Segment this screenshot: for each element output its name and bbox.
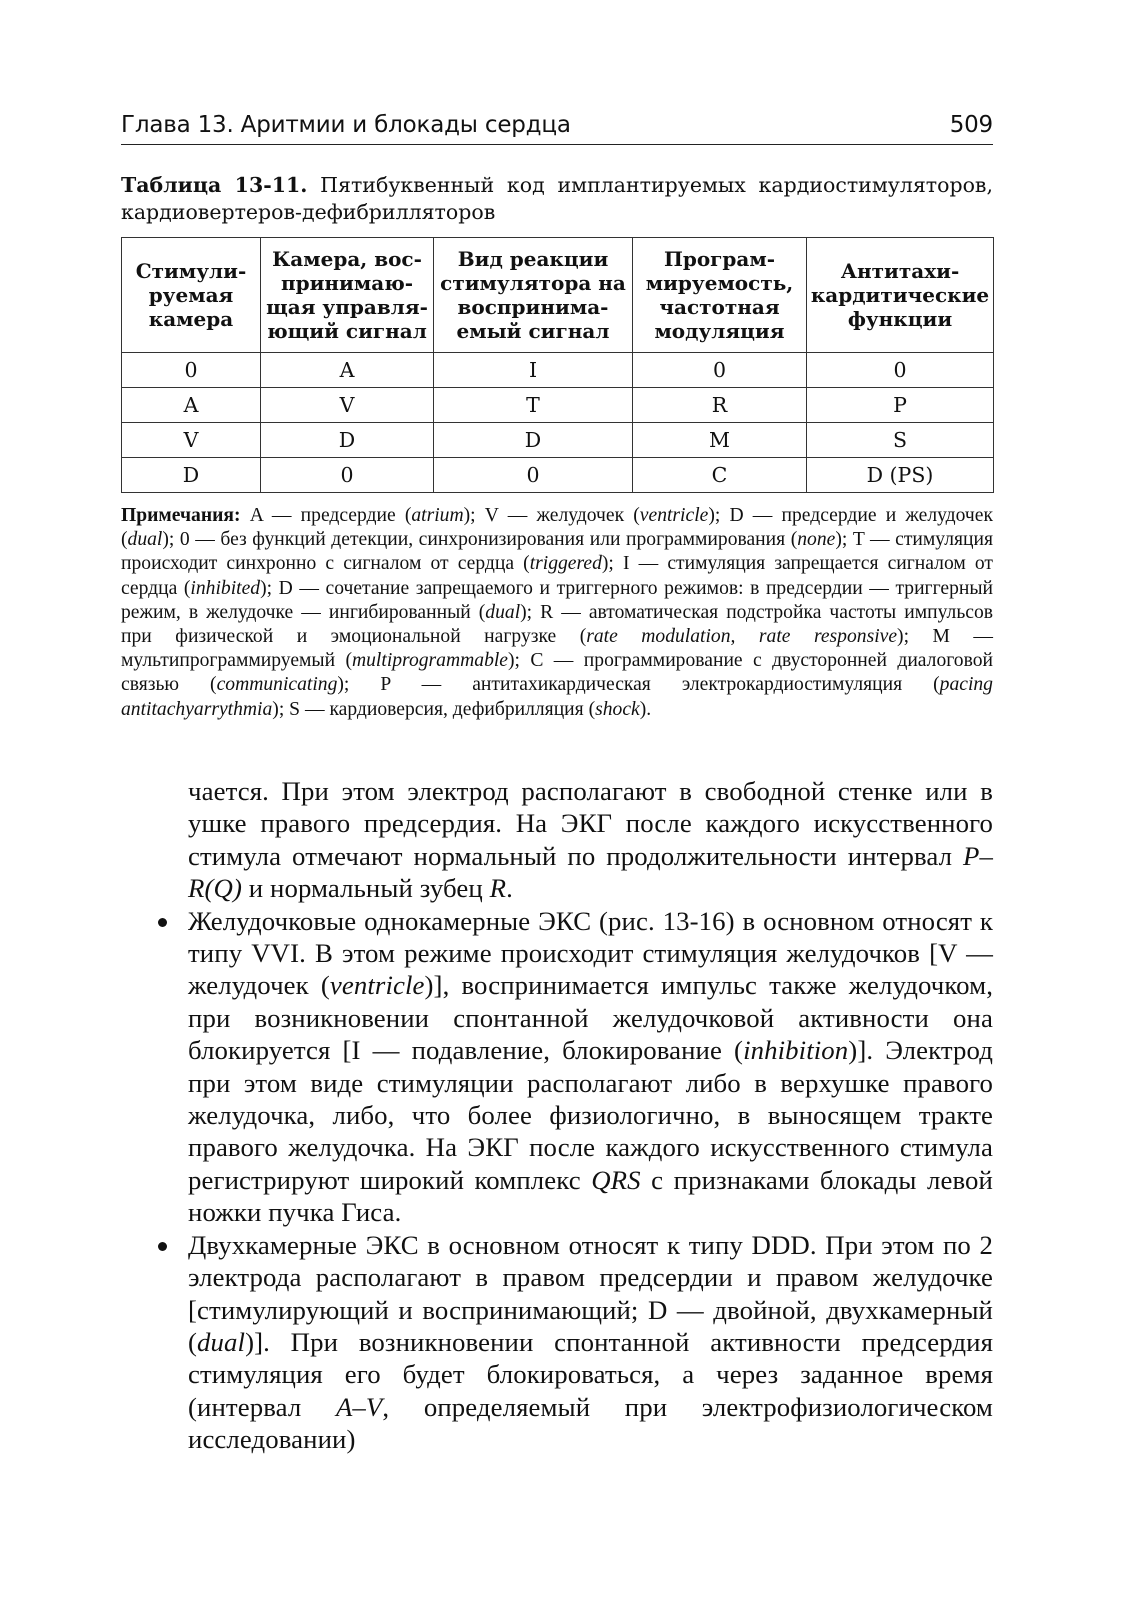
table-cell: D [434, 423, 633, 458]
header-antitachy: Антитахи-кардитические функции [807, 238, 994, 353]
table-row [122, 388, 994, 423]
text-run: ); V — желудочек ( [463, 505, 640, 526]
text-run: )], воспринимается импульс также желудочком, при возникновении спонтанной желудочковой активности она блокируется [I — подавление, блокирование ( [188, 970, 993, 1066]
bullet-icon [158, 918, 167, 927]
text-run: )]. Электрод при этом виде стимуляции располагают либо в верхушке правого желудочка, либо, что более физиологично, в выносящем тракте правого желудочка. На ЭКГ после каждого искусственного стимула регистрируют широкий комплекс [188, 1035, 993, 1195]
pacemaker-code-table [121, 237, 994, 493]
italic-term: R [489, 873, 507, 904]
table-cell: 0 [261, 458, 434, 493]
text-run: ); T — стимуляция происходит синхронно с сигналом от сердца ( [121, 529, 993, 575]
running-head [121, 112, 993, 145]
page-number: 509 [949, 112, 993, 138]
table-notes [121, 504, 993, 722]
table-cell: S [807, 423, 994, 458]
italic-term: inhibited [190, 577, 261, 599]
text-run: и нормальный зубец [241, 873, 490, 904]
table-cell: R [633, 388, 807, 423]
table-cell: D [122, 458, 261, 493]
body-text [188, 775, 993, 1456]
italic-term: QRS [591, 1164, 641, 1195]
italic-term: dual [197, 1326, 246, 1357]
text-run: ); I — стимуляция запрещается сигналом от сердца ( [121, 553, 993, 599]
table-cell: 0 [434, 458, 633, 493]
italic-term: shock [595, 698, 640, 720]
table-cell: M [633, 423, 807, 458]
italic-term: pacing antitachyarrythmia [121, 674, 993, 720]
italic-term: inhibition [743, 1035, 849, 1066]
notes-label: Примечания: [121, 505, 241, 526]
table-cell: 0 [633, 353, 807, 388]
table-cell: V [261, 388, 434, 423]
text-run: Желудочковые однокамерные ЭКС (рис. 13-16) в основном относят к типу VVI. В этом режиме происходит стимуляция желудочков [V — желудочек ( [188, 905, 993, 1001]
text-run: ); C — программирование с двусторонней диалоговой связью ( [121, 650, 993, 696]
header-chamber-paced: Стимули-руемая камера [122, 238, 261, 353]
table-cell: I [434, 353, 633, 388]
table-cell: 0 [807, 353, 994, 388]
text-run: ); P — антитахикардическая электрокардиостимуляция ( [337, 674, 940, 696]
table-cell: T [434, 388, 633, 423]
table-cell: P [807, 388, 994, 423]
table-caption-text: Пятибуквенный код имплантируемых кардиостимуляторов, кардиовертеров-дефибрилляторов [121, 173, 993, 224]
italic-term: ventricle [639, 505, 709, 526]
italic-term: multiprogrammable [351, 650, 509, 672]
bullet-paragraph [188, 905, 993, 1229]
text-run: ); M — мультипрограммируемый ( [121, 626, 994, 672]
italic-term: A–V [335, 1391, 383, 1422]
italic-term: ventricle [329, 970, 425, 1001]
italic-term: dual [127, 529, 163, 551]
text-run: . [506, 873, 513, 904]
italic-term: P–R(Q) [188, 840, 993, 904]
table-cell: V [122, 423, 261, 458]
table-row [122, 353, 994, 388]
text-run: )]. При возникновении спонтанной активности предсердия стимуляция его будет блокироваться, а через заданное время (интервал [188, 1326, 993, 1422]
italic-term: communicating [216, 674, 338, 696]
text-run: ); 0 — без функций детекции, синхронизирования или программирования ( [162, 529, 798, 551]
table-header-row [122, 238, 994, 353]
text-run: , определяемый при электрофизиологическом исследовании) [188, 1391, 993, 1455]
bullet-icon [158, 1242, 167, 1251]
text-run: ); S — кардиоверсия, дефибрилляция ( [272, 698, 596, 720]
header-response: Вид реакции стимулятора на воспринима-емый сигнал [434, 238, 633, 353]
chapter-title: Глава 13. Аритмии и блокады сердца [121, 112, 571, 138]
table-cell: A [261, 353, 434, 388]
table-row [122, 423, 994, 458]
italic-term: triggered [529, 553, 602, 575]
text-run: A — предсердие ( [240, 505, 412, 526]
table-cell: A [122, 388, 261, 423]
paragraph [188, 775, 993, 905]
text-run: ). [639, 698, 652, 720]
text-run: ); D — предсердие и желудочек ( [121, 505, 993, 551]
header-chamber-sensed: Камера, вос-принимаю-щая управля-ющий сигнал [261, 238, 434, 353]
text-run: ); R — автоматическая подстройка частоты импульсов при физической и эмоциональной нагрузке ( [121, 601, 994, 648]
table-caption [121, 172, 993, 226]
italic-term: dual [485, 601, 521, 623]
table-caption-label: Таблица 13-11. [121, 173, 308, 197]
table-cell: 0 [122, 353, 261, 388]
text-run: Двухкамерные ЭКС в основном относят к типу DDD. При этом по 2 электрода располагают в правом предсердии и правом желудочке [стимулирующий и воспринимающий; D — двойной, двухкамерный ( [188, 1229, 993, 1357]
text-run: чается. При этом электрод располагают в свободной стенке или в ушке правого предсердия. На ЭКГ после каждого искусственного стимула отмечают нормальный по продолжительности интервал [188, 776, 993, 871]
header-programmability: Програм-мируемость, частотная модуляция [633, 238, 807, 353]
table-cell: C [633, 458, 807, 493]
italic-term: atrium [411, 505, 464, 526]
italic-term: rate modulation, rate responsive [586, 626, 898, 648]
notes-text [121, 505, 993, 720]
bullet-paragraph [188, 1229, 993, 1456]
table-cell: D [261, 423, 434, 458]
table-cell: D (PS) [807, 458, 994, 493]
table-row [122, 458, 994, 493]
text-run: ); D — сочетание запрещаемого и триггерного режимов: в предсердии — триггерный режим, в желудочке — ингибированный ( [121, 577, 993, 623]
text-run: с признаками блокады левой ножки пучка Гиса. [188, 1164, 993, 1228]
italic-term: none [797, 529, 836, 551]
